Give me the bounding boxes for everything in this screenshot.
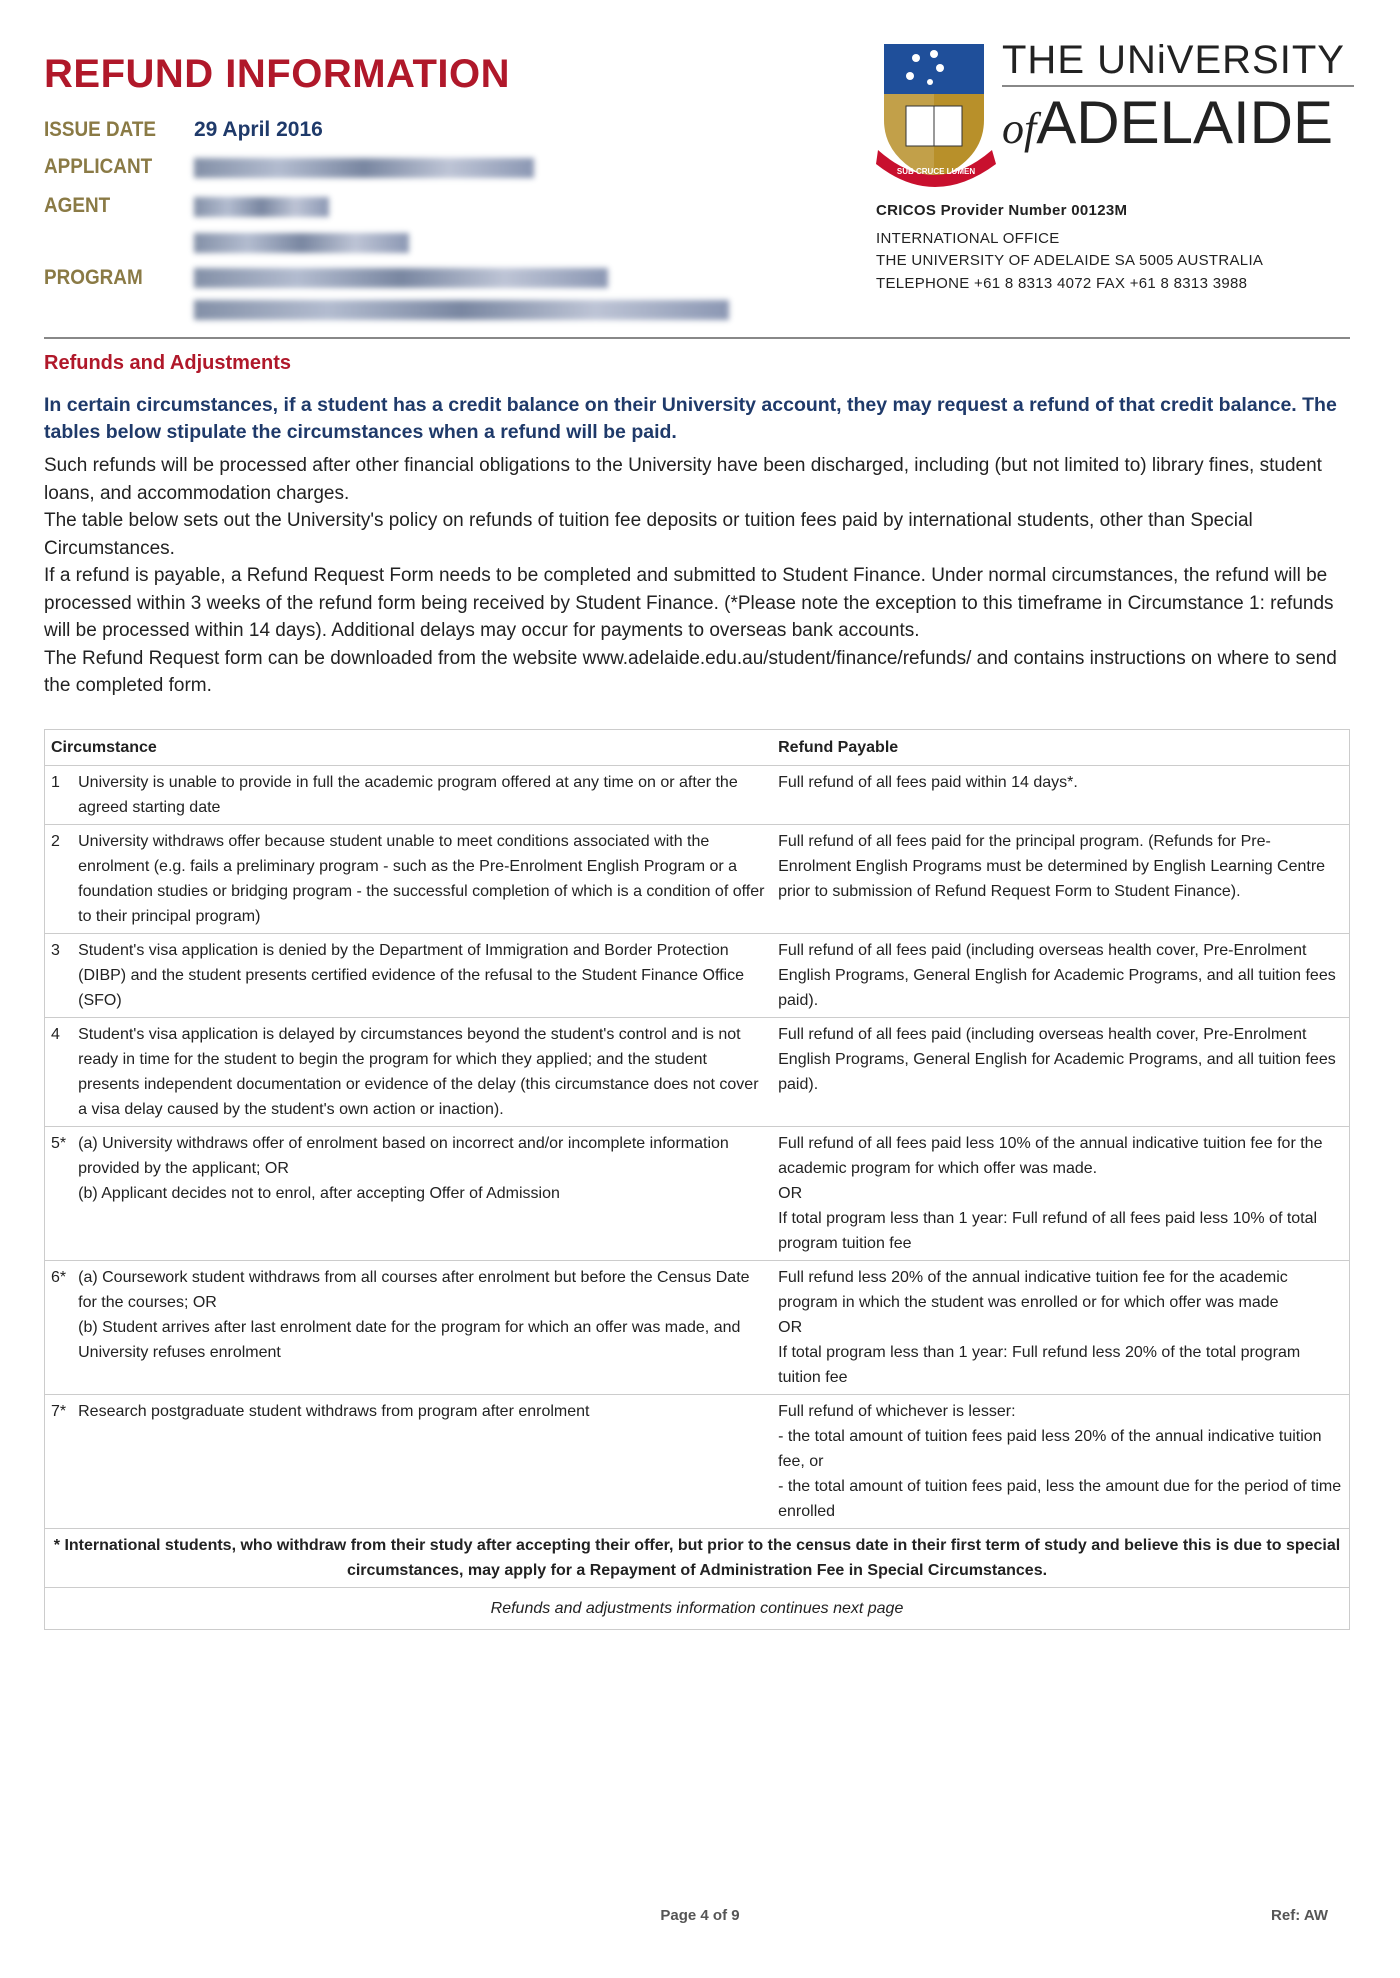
applicant-redacted <box>194 158 534 178</box>
table-row <box>45 766 1350 825</box>
header-refund-payable: Refund Payable <box>772 730 1349 766</box>
header-divider <box>44 337 1350 339</box>
row-number: 2 <box>45 825 73 934</box>
circumstance-cell: University is unable to provide in full the academic program offered at any time on or after the agreed starting date <box>72 766 772 825</box>
office-address: THE UNIVERSITY OF ADELAIDE SA 5005 AUSTRALIA <box>876 252 1264 269</box>
circumstance-cell: Research postgraduate student withdraws from program after enrolment <box>72 1395 772 1529</box>
paragraph: If a refund is payable, a Refund Request Form needs to be completed and submitted to Student Finance. Under normal circumstances, the refund will be processed within 3 weeks of the refund form being received by Student Finance. (*Please note the exception to this timeframe in Circumstance 1: refunds will be processed within 14 days). Additional delays may occur for payments to overseas bank accounts. <box>44 565 1334 641</box>
circumstance-cell: (a) Coursework student withdraws from all courses after enrolment but before the Census Date for the courses; OR (b) Student arrives after last enrolment date for the program for which an offer was made, and University refuses enrolment <box>72 1261 772 1395</box>
agent-redacted <box>194 197 329 217</box>
row-number: 5* <box>45 1127 73 1261</box>
intro-paragraph: In certain circumstances, if a student has a credit balance on their University account, they may request a refund of that credit balance. The tables below stipulate the circumstances when a refund will be paid. <box>44 394 1337 443</box>
refund-payable-cell: Full refund less 20% of the annual indicative tuition fee for the academic program in which the student was enrolled or for which offer was made OR If total program less than 1 year: Full refund less 20% of the total program tuition fee <box>772 1261 1349 1395</box>
table-row <box>45 934 1350 1018</box>
program-label: PROGRAM <box>44 266 143 289</box>
row-number: 3 <box>45 934 73 1018</box>
circumstance-cell: University withdraws offer because student unable to meet conditions associated with the enrolment (e.g. fails a preliminary program - such as the Pre-Enrolment English Program or a foundation studies or bridging program - the successful completion of which is a condition of offer to their principal program) <box>72 825 772 934</box>
issue-date-value: 29 April 2016 <box>194 118 323 141</box>
table-row <box>45 1018 1350 1127</box>
agent-email-redacted <box>194 233 409 253</box>
document-title: REFUND INFORMATION <box>44 52 510 96</box>
university-motto: SUB CRUCE LUMEN <box>896 167 976 176</box>
agent-label: AGENT <box>44 194 111 217</box>
continues-note: Refunds and adjustments information continues next page <box>45 1588 1350 1630</box>
university-name-line1: THE UNiVERSITY <box>1002 38 1345 82</box>
table-row <box>45 825 1350 934</box>
reference-code: Ref: AW <box>1271 1907 1328 1924</box>
program-redacted <box>194 268 608 288</box>
refund-payable-cell: Full refund of all fees paid less 10% of the annual indicative tuition fee for the academic program for which offer was made. OR If total program less than 1 year: Full refund of all fees paid less 10% of total program tuition fee <box>772 1127 1349 1261</box>
university-name-adelaide: ADELAIDE <box>1036 89 1334 156</box>
section-heading: Refunds and Adjustments <box>44 352 292 374</box>
university-crest-logo <box>876 40 1004 190</box>
row-number: 7* <box>45 1395 73 1529</box>
body-text <box>44 452 1356 700</box>
row-number: 4 <box>45 1018 73 1127</box>
issue-date-label: ISSUE DATE <box>44 118 157 141</box>
row-number: 1 <box>45 766 73 825</box>
office-phone-fax: TELEPHONE +61 8 8313 4072 FAX +61 8 8313 3988 <box>876 275 1248 292</box>
circumstance-cell: Student's visa application is denied by the Department of Immigration and Border Protection (DIBP) and the student presents certified evidence of the refusal to the Student Finance Office (SFO) <box>72 934 772 1018</box>
program-details-redacted <box>194 300 729 320</box>
table-row <box>45 1261 1350 1395</box>
paragraph: The Refund Request form can be downloaded from the website www.adelaide.edu.au/student/finance/refunds/ and contains instructions on where to send the completed form. <box>44 647 1337 696</box>
row-number: 6* <box>45 1261 73 1395</box>
refund-payable-cell: Full refund of whichever is lesser: - the total amount of tuition fees paid less 20% of the annual indicative tuition fee, or - the total amount of tuition fees paid, less the amount due for the period of time enrolled <box>772 1395 1349 1529</box>
page-number: Page 4 of 9 <box>660 1907 740 1924</box>
refund-payable-cell: Full refund of all fees paid for the principal program. (Refunds for Pre-Enrolment English Programs must be determined by English Learning Centre prior to submission of Refund Request Form to Student Finance). <box>772 825 1349 934</box>
university-name-of: of <box>1002 104 1037 153</box>
refund-payable-cell: Full refund of all fees paid (including overseas health cover, Pre-Enrolment English Programs, General English for Academic Programs, and all tuition fees paid). <box>772 1018 1349 1127</box>
refund-table <box>44 729 1350 1630</box>
applicant-label: APPLICANT <box>44 155 153 178</box>
paragraph: Such refunds will be processed after other financial obligations to the University have been discharged, including (but not limited to) library fines, student loans, and accommodation charges. <box>44 455 1322 504</box>
header-circumstance: Circumstance <box>45 730 773 766</box>
table-header-row <box>45 730 1350 766</box>
table-row <box>45 1127 1350 1261</box>
refund-payable-cell: Full refund of all fees paid within 14 days*. <box>772 766 1349 825</box>
circumstance-cell: Student's visa application is delayed by circumstances beyond the student's control and is not ready in time for the student to begin the program for which they applied; and the student presents independent documentation or evidence of the delay (this circumstance does not cover a visa delay caused by the student's own action or inaction). <box>72 1018 772 1127</box>
circumstance-cell: (a) University withdraws offer of enrolment based on incorrect and/or incomplete information provided by the applicant; OR (b) Applicant decides not to enrol, after accepting Offer of Admission <box>72 1127 772 1261</box>
table-footnote: * International students, who withdraw from their study after accepting their offer, but prior to the census date in their first term of study and believe this is due to special circumstances, may apply for a Repayment of Administration Fee in Special Circumstances. <box>45 1529 1350 1588</box>
table-row <box>45 1395 1350 1529</box>
logo-divider <box>1002 85 1354 87</box>
refund-payable-cell: Full refund of all fees paid (including overseas health cover, Pre-Enrolment English Programs, General English for Academic Programs, and all tuition fees paid). <box>772 934 1349 1018</box>
office-name: INTERNATIONAL OFFICE <box>876 230 1060 247</box>
paragraph: The table below sets out the University's policy on refunds of tuition fee deposits or tuition fees paid by international students, other than Special Circumstances. <box>44 510 1253 559</box>
university-name-line2 <box>1002 88 1333 157</box>
cricos-number: CRICOS Provider Number 00123M <box>876 202 1128 219</box>
